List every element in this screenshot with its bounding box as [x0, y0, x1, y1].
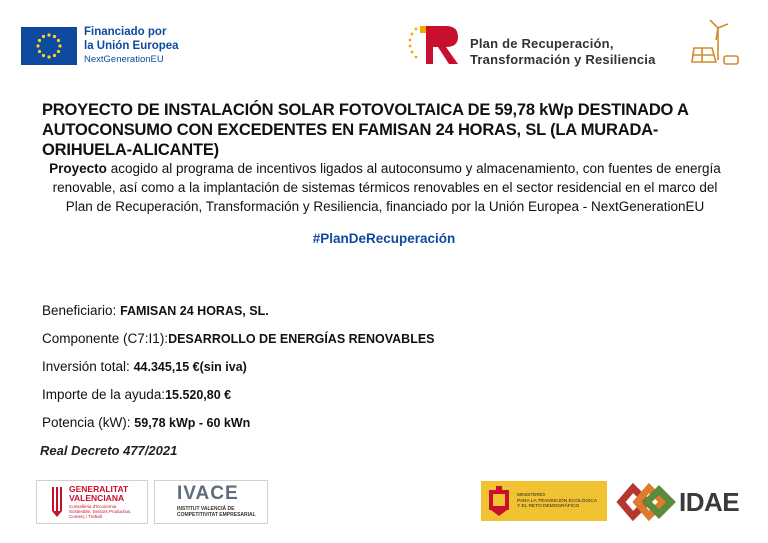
gva-line-2: VALENCIANA [69, 493, 125, 503]
idae-name: IDAE [679, 487, 740, 517]
eu-stars-icon [21, 27, 77, 65]
field-value: 44.345,15 €(sin iva) [133, 360, 247, 374]
ivace-sub-1: INSTITUT VALENCIÀ DE [177, 506, 235, 512]
ministerio-logo [481, 481, 607, 521]
description-lead: Proyecto [49, 161, 107, 176]
field-label: Componente (C7:I1): [42, 331, 169, 346]
eu-funding-text [84, 25, 179, 67]
field-beneficiario [42, 303, 269, 318]
field-label: Potencia (kW): [42, 415, 131, 430]
field-inversion [42, 359, 247, 374]
idae-logo [617, 480, 743, 524]
ministerio-line-2: PARA LA TRANSICIÓN ECOLÓGICA [517, 498, 598, 504]
gva-sub-1: Conselleria d'Economia [69, 504, 117, 509]
field-value: 15.520,80 € [165, 388, 232, 402]
ivace-name: IVACE [177, 483, 239, 504]
prtr-line-2: Transformación y Resiliencia [470, 52, 656, 67]
gva-line-1: GENERALITAT [69, 484, 129, 494]
ministerio-line-3: Y EL RETO DEMOGRÁFICO [517, 504, 580, 509]
field-label: Inversión total: [42, 359, 130, 374]
project-title: PROYECTO DE INSTALACIÓN SOLAR FOTOVOLTAICA DE 59,78 kWp DESTINADO A AUTOCONSUMO CON EXCEDENTES EN FAMISAN 24 HORAS, SL (LA MURADA-ORIHUELA-ALICANTE) [42, 101, 689, 159]
gva-sub-3: Comerç i Treball [69, 514, 102, 519]
description-text: acogido al programa de incentivos ligados al autoconsumo y almacenamiento, con fuentes de energía renovable, así como a la implantación de sistemas térmicos renovables en el sector residencial en el marco del Plan de Recuperación, Transformación y Resiliencia, financiado por la Unión Europea - NextGenerationEU [52, 161, 721, 214]
gva-logo [36, 480, 148, 524]
project-description [40, 159, 730, 216]
idae-chain-icon [617, 480, 675, 524]
spain-coat-of-arms-icon [487, 486, 511, 516]
solar-wind-icon [688, 18, 742, 70]
ivace-logo [154, 480, 268, 524]
field-componente [42, 331, 435, 346]
gva-sub-2: Sostenible, Sectors Productius, [69, 509, 132, 514]
decree: Real Decreto 477/2021 [40, 443, 178, 458]
prtr-text [470, 36, 656, 68]
hashtag: #PlanDeRecuperación [312, 231, 456, 246]
field-potencia [42, 415, 250, 430]
field-label: Beneficiario: [42, 303, 117, 318]
field-label: Importe de la ayuda: [42, 387, 166, 402]
field-value: 59,78 kWp - 60 kWn [134, 416, 251, 430]
field-value: FAMISAN 24 HORAS, SL. [120, 304, 269, 318]
eu-flag-logo [21, 27, 77, 65]
eu-line-3: NextGenerationEU [84, 54, 164, 65]
field-value: DESARROLLO DE ENERGÍAS RENOVABLES [168, 332, 435, 346]
eu-line-2: la Unión Europea [84, 40, 179, 52]
ivace-sub-2: COMPETITIVITAT EMPRESARIAL [177, 512, 256, 518]
eu-line-1: Financiado por [84, 26, 167, 38]
prtr-r-icon [408, 22, 462, 68]
gva-shield-icon [51, 485, 65, 517]
field-ayuda [42, 387, 231, 402]
prtr-line-1: Plan de Recuperación, [470, 36, 614, 51]
ministerio-line-1: MINISTERIO [517, 493, 545, 498]
prtr-logo [408, 22, 462, 68]
